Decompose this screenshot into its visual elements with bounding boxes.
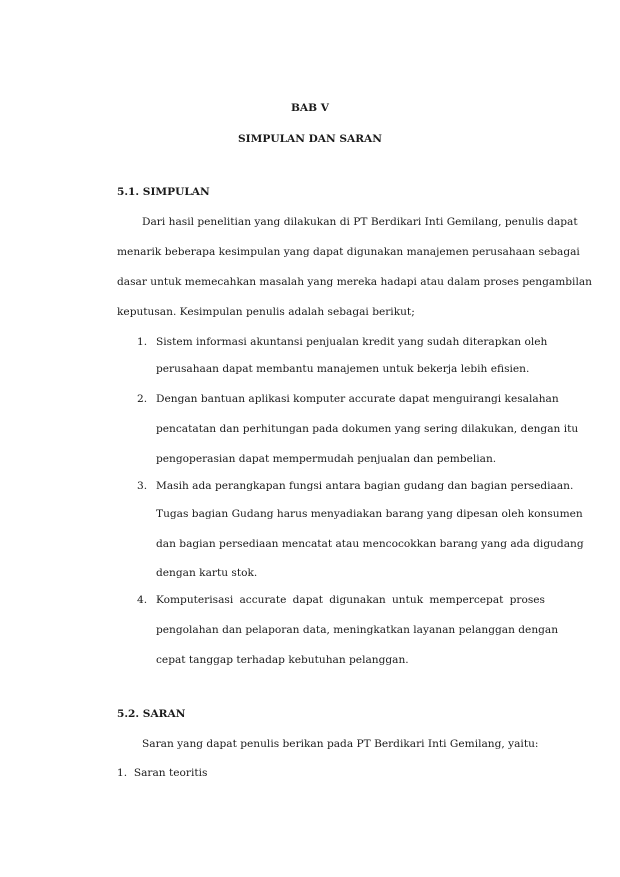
list-item-line: dan bagian persediaan mencatat atau mencocokkan barang yang ada digudang [156,538,584,550]
list-item-line: pengoperasian dapat mempermudah penjualan dan pembelian. [156,453,497,465]
list-item-line: cepat tanggap terhadap kebutuhan pelanggan. [156,654,409,666]
paragraph-line: keputusan. Kesimpulan penulis adalah sebagai berikut; [117,306,415,318]
list-item-line: pengolahan dan pelaporan data, meningkatkan layanan pelanggan dengan [156,624,559,636]
section-heading-simpulan: 5.1. SIMPULAN [117,186,210,198]
list-item-line: dengan kartu stok. [156,567,258,579]
list-item-line: Masih ada perangkapan fungsi antara bagian gudang dan bagian persediaan. [156,480,574,492]
list-item-line: Komputerisasi accurate dapat digunakan untuk mempercepat proses [156,594,545,606]
list-item-line: Tugas bagian Gudang harus menyadiakan barang yang dipesan oleh konsumen [156,508,583,520]
list-item-number: 2. [137,393,148,405]
paragraph-line: Saran yang dapat penulis berikan pada PT Berdikari Inti Gemilang, yaitu: [142,738,539,750]
list-item-number: 3. [137,480,148,492]
section-heading-saran: 5.2. SARAN [117,708,186,720]
paragraph-line: dasar untuk memecahkan masalah yang mereka hadapi atau dalam proses pengambilan [117,276,592,288]
paragraph-line: menarik beberapa kesimpulan yang dapat digunakan manajemen perusahaan sebagai [117,246,580,258]
chapter-title: SIMPULAN DAN SARAN [238,133,382,145]
chapter-number: BAB V [290,102,330,114]
list-item-number: 1. [137,336,148,348]
list-item-line: Sistem informasi akuntansi penjualan kredit yang sudah diterapkan oleh [156,336,548,348]
list-item-line: pencatatan dan perhitungan pada dokumen yang sering dilakukan, dengan itu [156,423,579,435]
paragraph-line: Dari hasil penelitian yang dilakukan di PT Berdikari Inti Gemilang, penulis dapat [142,216,578,228]
list-item-number: 4. [137,594,148,606]
list-item-line: Dengan bantuan aplikasi komputer accurate dapat menguirangi kesalahan [156,393,559,405]
list-item-line: perusahaan dapat membantu manajemen untuk bekerja lebih efisien. [156,363,530,375]
sub-list-item: 1. Saran teoritis [117,767,208,779]
